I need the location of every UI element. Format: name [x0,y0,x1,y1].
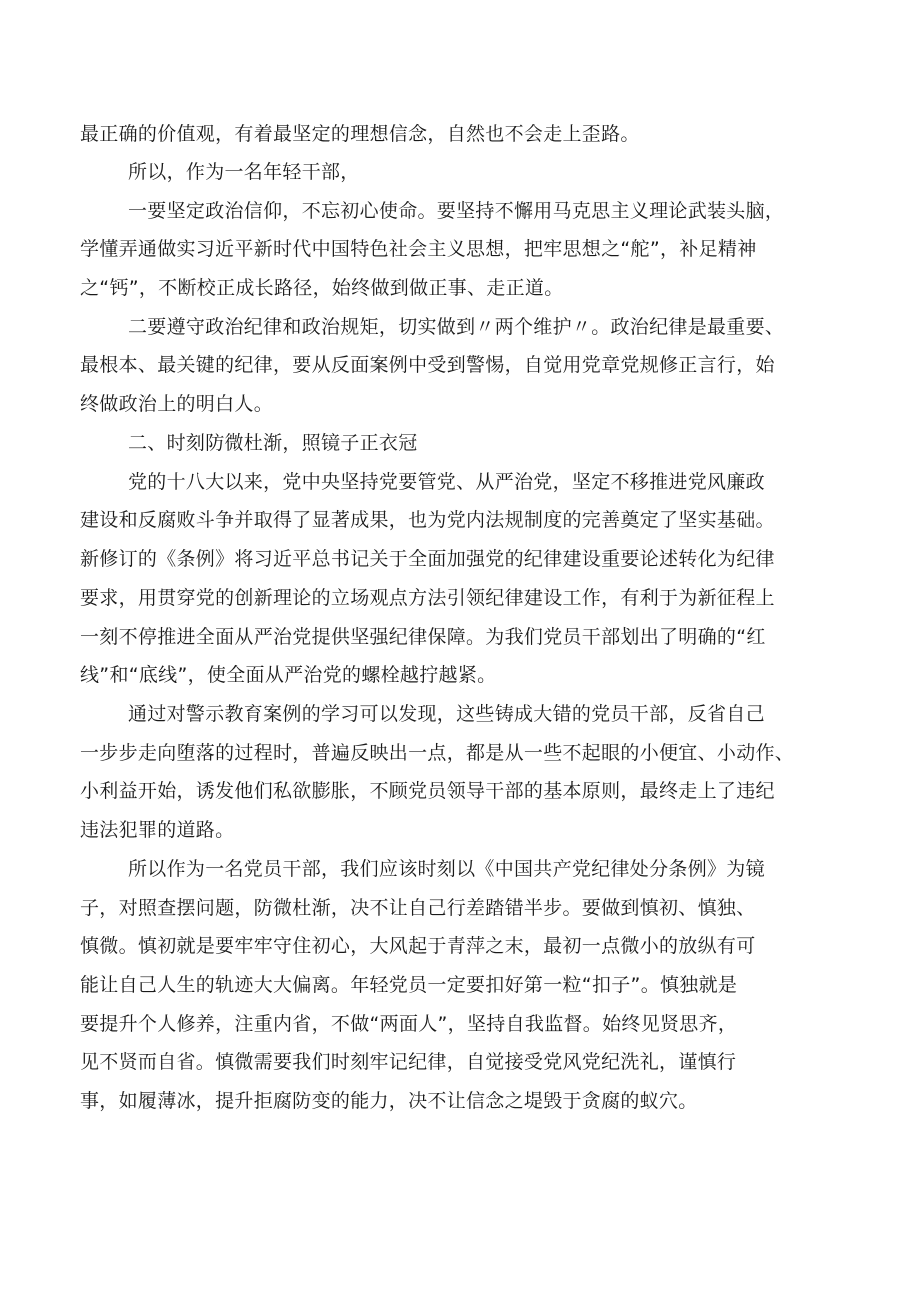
section-heading: 二、时刻防微杜渐，照镜子正衣冠 [128,432,418,454]
text-line: 一刻不停推进全面从严治党提供坚强纪律保障。为我们党员干部划出了明确的“红 [80,626,766,648]
text-line: 子，对照查摆问题，防微杜渐，决不让自己行差踏错半步。要做到慎初、慎独、 [80,897,756,919]
text-line: 见不贤而自省。慎微需要我们时刻牢记纪律，自觉接受党风党纪洗礼，谨慎行 [80,1051,737,1073]
text-line: 党的十八大以来，党中央坚持党要管党、从严治党，坚定不移推进党风廉政 [128,471,765,493]
text-line: 所以，作为一名年轻干部， [128,161,360,183]
text-line: 二要遵守政治纪律和政治规矩，切实做到〃两个维护〃。政治纪律是最重要、 [128,316,785,338]
text-line: 建设和反腐败斗争并取得了显著成果，也为党内法规制度的完善奠定了坚实基础。 [80,509,775,531]
text-line: 能让自己人生的轨迹大大偏离。年轻党员一定要扣好第一粒“扣子”。慎独就是 [80,974,738,996]
text-line: 之“钙”，不断校正成长路径，始终做到做正事、走正道。 [80,277,564,299]
text-line: 通过对警示教育案例的学习可以发现，这些铸成大错的党员干部，反省自己 [128,703,765,725]
text-line: 终做政治上的明白人。 [80,393,274,415]
text-line: 事，如履薄冰，提升拒腐防变的能力，决不让信念之堤毁于贪腐的蚁穴。 [80,1090,698,1112]
text-line: 最根本、最关键的纪律，要从反面案例中受到警惕，自觉用党章党规修正言行，始 [80,354,775,376]
text-line: 学懂弄通做实习近平新时代中国特色社会主义思想，把牢思想之“舵”，补足精神 [80,238,757,260]
text-line: 慎微。慎初就是要牢牢守住初心，大风起于青萍之末，最初一点微小的放纵有可 [80,935,756,957]
text-line: 要提升个人修养，注重内省，不做“两面人”，坚持自我监督。始终见贤思齐， [80,1013,738,1035]
text-line: 最正确的价值观，有着最坚定的理想信念，自然也不会走上歪路。 [80,123,640,145]
text-line: 小利益开始，诱发他们私欲膨胀，不顾党员领导干部的基本原则，最终走上了违纪 [80,780,775,802]
text-line: 要求，用贯穿党的创新理论的立场观点方法引领纪律建设工作，有利于为新征程上 [80,587,775,609]
text-line: 一步步走向堕落的过程时，普遍反映出一点，都是从一些不起眼的小便宜、小动作、 [80,742,795,764]
text-line: 新修订的《条例》将习近平总书记关于全面加强党的纪律建设重要论述转化为纪律 [80,548,775,570]
text-line: 违法犯罪的道路。 [80,819,235,841]
text-line: 一要坚定政治信仰，不忘初心使命。要坚持不懈用马克思主义理论武装头脑， [128,200,785,222]
text-line: 所以作为一名党员干部，我们应该时刻以《中国共产党纪律处分条例》为镜 [128,858,765,880]
text-line: 线”和“底线”，使全面从严治党的螺栓越拧越紧。 [80,664,497,686]
